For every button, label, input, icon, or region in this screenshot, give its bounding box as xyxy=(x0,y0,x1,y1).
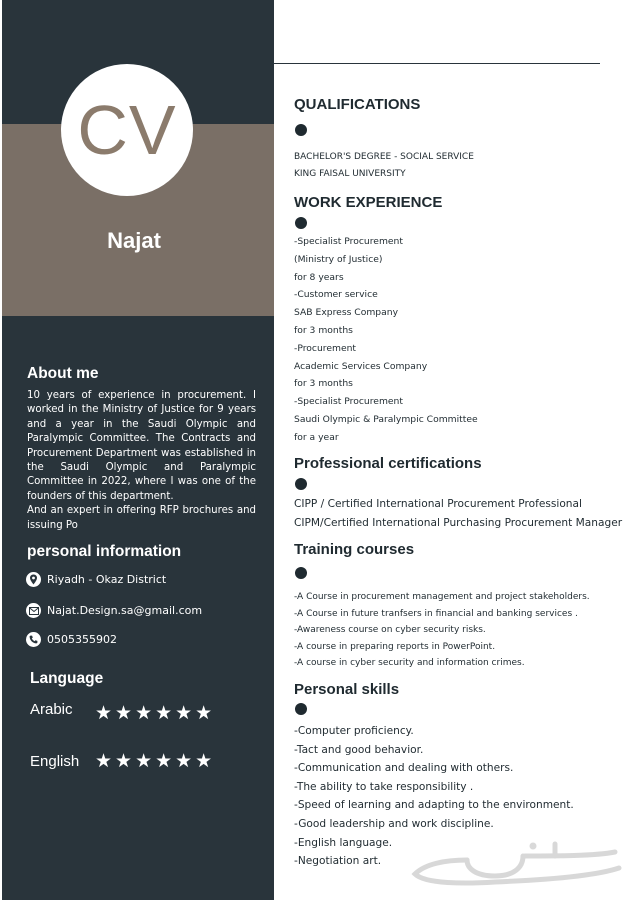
about-paragraph: And an expert in offering RFP brochures and issuing Po xyxy=(27,505,256,531)
bullet-dot-icon xyxy=(295,478,307,490)
star-icon-rating-english: ★★★★★★ xyxy=(95,750,216,772)
star-icon-rating-arabic: ★★★★★★ xyxy=(95,702,216,724)
work-line: -Procurement xyxy=(294,342,357,354)
bullet-dot-icon xyxy=(295,124,307,136)
work-line: -Specialist Procurement xyxy=(294,396,403,408)
language-name-arabic: Arabic xyxy=(30,701,73,718)
certification-line: CIPP / Certified International Procurement Professional xyxy=(294,498,582,510)
qualification-line: KING FAISAL UNIVERSITY xyxy=(294,168,406,179)
skill-line: -Negotiation art. xyxy=(294,855,382,868)
work-line: for 8 years xyxy=(294,271,344,283)
phone-row xyxy=(26,632,117,647)
training-line: -A course in preparing reports in PowerPoint. xyxy=(294,641,496,652)
training-list xyxy=(294,589,590,672)
skill-line: -Speed of learning and adapting to the environment. xyxy=(294,799,574,812)
work-experience-list xyxy=(294,233,478,447)
work-line: SAB Express Company xyxy=(294,307,399,319)
qualification-line: BACHELOR'S DEGREE - SOCIAL SERVICE xyxy=(294,152,474,162)
training-line: -A Course in procurement management and project stakeholders. xyxy=(294,592,590,602)
about-paragraph: 10 years of experience in procurement. I worked in the Ministry of Justice for 9 years and a year in the Saudi Olympic and Paralympic Committee. The Contracts and Procurement Department was established in the Saudi Olympic and Paralympic Committee in 2022, where I was one of the founders of this department. xyxy=(27,390,256,502)
location-row xyxy=(26,572,166,587)
bullet-dot-icon xyxy=(295,703,307,715)
skill-line: -The ability to take responsibility . xyxy=(294,780,474,793)
skills-heading: Personal skills xyxy=(294,681,400,698)
email-link[interactable]: Najat.Design.sa@gmail.com xyxy=(47,604,203,617)
phone-text: 0505355902 xyxy=(47,633,117,646)
work-experience-heading: WORK EXPERIENCE xyxy=(294,194,443,211)
certification-line: CIPM/Certified International Purchasing Procurement Manager xyxy=(294,516,623,529)
qualifications-list xyxy=(294,149,474,182)
work-line: Saudi Olympic & Paralympic Committee xyxy=(294,413,478,425)
cv-avatar-circle xyxy=(61,64,193,196)
training-heading: Training courses xyxy=(294,541,415,558)
certifications-heading: Professional certifications xyxy=(294,455,482,472)
work-line: -Specialist Procurement xyxy=(294,236,403,247)
location-text: Riyadh - Okaz District xyxy=(47,573,167,586)
skill-line: -Computer proficiency. xyxy=(294,725,414,737)
about-heading: About me xyxy=(27,365,99,382)
work-line: for 3 months xyxy=(294,378,353,390)
language-name-english: English xyxy=(30,753,80,770)
work-line: Academic Services Company xyxy=(294,360,428,372)
about-text xyxy=(27,389,256,533)
work-line: for a year xyxy=(294,431,339,443)
training-line: -A course in cyber security and information crimes. xyxy=(294,658,525,669)
training-line: -A Course in future tranfsers in financial and banking services . xyxy=(294,608,578,619)
email-icon xyxy=(26,603,41,618)
bullet-dot-icon xyxy=(295,567,307,579)
skill-line: -Tact and good behavior. xyxy=(294,743,424,756)
qualifications-heading: QUALIFICATIONS xyxy=(294,96,421,113)
phone-icon xyxy=(26,632,41,647)
location-icon xyxy=(26,572,41,587)
cv-initials: CV xyxy=(77,91,177,169)
bullet-dot-icon xyxy=(295,217,307,229)
language-heading: Language xyxy=(30,670,104,687)
training-line: -Awareness course on cyber security risks. xyxy=(294,625,486,636)
personal-info-heading: personal information xyxy=(27,543,182,560)
skill-line: -Good leadership and work discipline. xyxy=(294,817,494,830)
certifications-list xyxy=(294,495,622,532)
haraj-watermark-logo xyxy=(405,838,627,890)
skill-line: -English language. xyxy=(294,836,393,849)
work-line: (Ministry of Justice) xyxy=(294,253,383,265)
email-row xyxy=(26,603,202,618)
person-name: Najat xyxy=(107,228,161,253)
skill-line: -Communication and dealing with others. xyxy=(294,762,514,775)
header-divider-line xyxy=(272,63,600,64)
work-line: -Customer service xyxy=(294,289,378,301)
work-line: for 3 months xyxy=(294,324,353,336)
